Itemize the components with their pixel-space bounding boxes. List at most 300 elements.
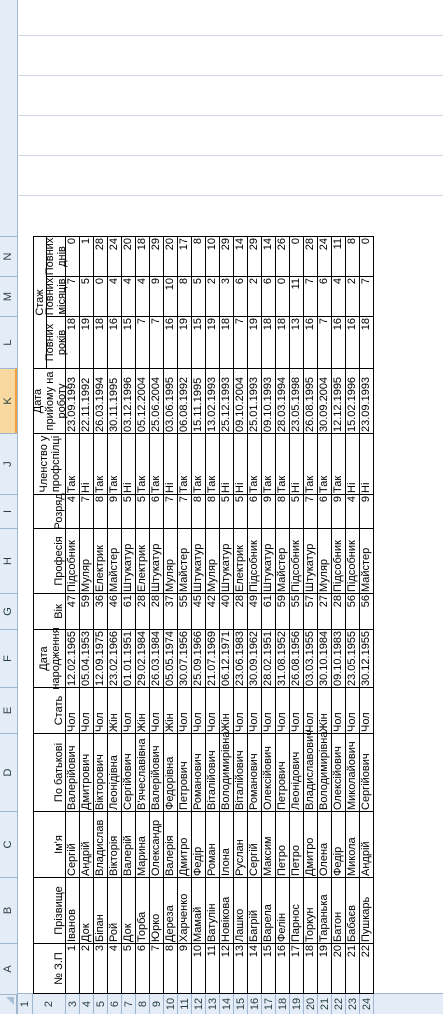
- table-cell: 23.05.1955: [346, 630, 358, 686]
- table-cell: Олексійович: [262, 733, 276, 811]
- table-cell: 8: [192, 236, 206, 276]
- table-cell: Жін: [136, 687, 150, 733]
- column-header-g[interactable]: G: [0, 593, 17, 629]
- table-cell: Ватулін: [206, 877, 220, 943]
- table-cell: 19: [178, 316, 192, 368]
- table-cell: 18: [360, 316, 374, 368]
- table-cell: Дереза: [164, 877, 178, 943]
- table-cell: Жін: [318, 687, 332, 733]
- row-header-18[interactable]: 18: [276, 994, 290, 1014]
- table-cell: Дмитро: [178, 811, 192, 877]
- table-cell: 25.06.2004: [150, 368, 164, 433]
- table-cell: 12.02.1965: [66, 630, 78, 686]
- column-header-i[interactable]: I: [0, 494, 17, 528]
- table-cell: Так: [332, 433, 346, 494]
- row-header-17[interactable]: 17: [262, 994, 276, 1014]
- table-cell: Штукатур: [150, 528, 164, 593]
- table-cell: Рой: [108, 877, 122, 943]
- table-cell: Електрик: [94, 528, 108, 593]
- row-header-3[interactable]: 3: [66, 994, 80, 1014]
- table-cell: 10: [206, 236, 220, 276]
- table-cell: 7: [360, 276, 374, 316]
- row-header-19[interactable]: 19: [290, 994, 304, 1014]
- table-cell: 2: [80, 943, 94, 994]
- table-cell: Майстер: [360, 528, 374, 593]
- table-cell: 16: [276, 943, 290, 994]
- table-cell: Петрович: [178, 733, 192, 811]
- table-cell: 6: [318, 276, 332, 316]
- table-cell: 59: [80, 593, 94, 629]
- column-header-d[interactable]: D: [0, 733, 17, 811]
- column-header-m[interactable]: M: [0, 276, 17, 316]
- column-header-l[interactable]: L: [0, 316, 17, 368]
- table-cell: 56: [346, 593, 360, 629]
- row-header-15[interactable]: 15: [234, 994, 248, 1014]
- column-header-n[interactable]: N: [0, 236, 17, 276]
- table-cell: 55: [290, 593, 304, 629]
- table-cell: Муляр: [80, 528, 94, 593]
- table-cell: 5: [290, 494, 304, 528]
- table-cell: 15: [262, 943, 276, 994]
- table-cell: Док: [122, 877, 136, 943]
- row-header-8[interactable]: 8: [136, 994, 150, 1014]
- table-cell: 45: [192, 593, 206, 629]
- table-cell: Чол: [346, 687, 360, 733]
- column-header-f[interactable]: F: [0, 629, 17, 687]
- table-cell: 29: [220, 236, 234, 276]
- column-header-e[interactable]: E: [0, 687, 17, 733]
- table-cell: Ні: [234, 433, 248, 494]
- table-cell: Так: [108, 433, 122, 494]
- table-cell: Олександр: [150, 811, 164, 877]
- table-cell: Мамай: [192, 877, 206, 943]
- table-cell: 28: [332, 593, 346, 629]
- table-cell: Іванов: [66, 877, 80, 943]
- table-cell: Чол: [262, 687, 276, 733]
- table-cell: 22.11.1992: [80, 368, 94, 433]
- table-cell: Багрій: [248, 877, 262, 943]
- table-cell: 0: [290, 236, 304, 276]
- table-cell: Чол: [234, 687, 248, 733]
- table-cell: 23.09.1993: [66, 368, 80, 433]
- row-header-14[interactable]: 14: [220, 994, 234, 1014]
- table-cell: 4: [66, 494, 80, 528]
- row-header-20[interactable]: 20: [304, 994, 318, 1014]
- table-cell: 26.08.1956: [290, 630, 302, 686]
- table-cell: 56: [360, 593, 374, 629]
- table-cell: Біпан: [94, 877, 108, 943]
- table-cell: 7: [150, 943, 164, 994]
- table-cell: Олексійович: [332, 733, 346, 811]
- table-cell: 20: [332, 943, 346, 994]
- header-days: Повних днів: [44, 237, 68, 276]
- table-cell: 30.09.1962: [248, 630, 260, 686]
- table-cell: 0: [66, 236, 80, 276]
- table-cell: Лашко: [234, 877, 248, 943]
- table-cell: 15.02.1996: [346, 368, 360, 433]
- table-cell: 18: [262, 316, 276, 368]
- table-cell: 46: [108, 593, 122, 629]
- table-cell: 18: [94, 316, 108, 368]
- table-cell: Петрович: [276, 733, 290, 811]
- table-cell: 21: [346, 943, 360, 994]
- table-cell: Чол: [248, 687, 262, 733]
- table-cell: 0: [94, 276, 108, 316]
- table-cell: 09.10.1993: [262, 368, 276, 433]
- table-cell: Вікторович: [94, 733, 108, 811]
- table-cell: Чол: [206, 687, 220, 733]
- table-cell: 05.12.2004: [136, 368, 150, 433]
- table-cell: 26.03.1994: [94, 368, 108, 433]
- table-cell: 7: [136, 316, 150, 368]
- table-cell: 17: [178, 236, 192, 276]
- header-rank: Розряд: [33, 494, 66, 528]
- table-cell: 7: [304, 276, 318, 316]
- table-cell: Майстер: [108, 528, 122, 593]
- header-patronymic: По батькові: [33, 733, 66, 811]
- table-cell: Муляр: [164, 528, 178, 593]
- table-cell: 15: [122, 316, 136, 368]
- table-cell: Валерія: [164, 811, 178, 877]
- table-cell: 4: [108, 276, 122, 316]
- table-cell: 03.12.1996: [122, 368, 136, 433]
- table-cell: Пушкарь: [360, 877, 374, 943]
- table-cell: 9: [178, 943, 192, 994]
- header-gender: Стать: [33, 687, 66, 733]
- table-cell: 19: [318, 943, 332, 994]
- table-cell: 1: [80, 236, 94, 276]
- table-cell: 05.04.1953: [80, 630, 92, 686]
- table-cell: Леонідович: [290, 733, 304, 811]
- table-cell: Штукатур: [192, 528, 206, 593]
- table-cell: Підсобник: [66, 528, 80, 593]
- table-cell: Штукатур: [122, 528, 136, 593]
- table-cell: 28: [234, 593, 248, 629]
- table-cell: Валерій: [122, 811, 136, 877]
- column-header-b[interactable]: B: [0, 877, 17, 943]
- header-age: Вік: [33, 593, 66, 629]
- table-cell: 31.08.1952: [276, 630, 288, 686]
- table-cell: Федорівна: [164, 733, 178, 811]
- header-years: Повних років: [47, 316, 66, 368]
- table-cell: Так: [318, 433, 332, 494]
- table-cell: 10: [164, 276, 178, 316]
- table-cell: Жін: [220, 687, 234, 733]
- table-cell: 23.02.1966: [108, 630, 120, 686]
- table-cell: Андрій: [360, 811, 374, 877]
- table-cell: 15.11.1995: [192, 368, 206, 433]
- table-cell: 12: [220, 943, 234, 994]
- table-cell: 7: [318, 316, 332, 368]
- table-cell: 18: [136, 236, 150, 276]
- table-cell: Чол: [66, 687, 80, 733]
- table-cell: Підсобник: [346, 528, 360, 593]
- grid-line: [17, 155, 443, 156]
- table-cell: 14: [234, 236, 248, 276]
- table-cell: 13.02.1993: [206, 368, 220, 433]
- table-cell: Ні: [164, 433, 178, 494]
- table-cell: 8: [178, 276, 192, 316]
- table-cell: Чол: [332, 687, 346, 733]
- table-cell: 8: [164, 943, 178, 994]
- table-cell: 06.12.1971: [220, 630, 232, 686]
- table-cell: 25.12.1993: [220, 368, 234, 433]
- table-cell: 18: [66, 316, 80, 368]
- table-cell: 4: [346, 494, 360, 528]
- table-cell: Марина: [136, 811, 150, 877]
- table-cell: Підсобник: [248, 528, 262, 593]
- table-cell: 5: [80, 276, 94, 316]
- table-cell: 23.05.1998: [290, 368, 304, 433]
- table-cell: Парнос: [290, 877, 304, 943]
- column-header-h[interactable]: H: [0, 528, 17, 593]
- table-cell: 3: [220, 276, 234, 316]
- table-cell: 5: [122, 494, 136, 528]
- row-header-24[interactable]: 24: [360, 994, 374, 1014]
- table-cell: Чол: [122, 687, 136, 733]
- table-cell: 2: [206, 276, 220, 316]
- table-cell: Чол: [360, 687, 374, 733]
- select-all-icon: [6, 997, 14, 1005]
- table-cell: 40: [220, 593, 234, 629]
- table-cell: Штукатур: [220, 528, 234, 593]
- table-cell: Микола: [346, 811, 360, 877]
- table-cell: 9: [150, 276, 164, 316]
- table-cell: 28: [94, 236, 108, 276]
- header-hire: Дата прийому на роботу: [33, 368, 66, 433]
- table-cell: 12.09.1975: [94, 630, 106, 686]
- table-cell: 7: [66, 276, 80, 316]
- table-cell: 13: [234, 943, 248, 994]
- table-cell: 28.03.1994: [276, 368, 290, 433]
- table-cell: 28: [150, 593, 164, 629]
- table-cell: Валерійович: [150, 733, 164, 811]
- table-cell: Торба: [136, 877, 150, 943]
- table-cell: Харченко: [178, 877, 192, 943]
- column-header-k[interactable]: K: [0, 368, 17, 433]
- table-cell: 4: [108, 943, 122, 994]
- table-cell: Так: [66, 433, 80, 494]
- table-cell: Жін: [164, 687, 178, 733]
- table-cell: 9: [262, 494, 276, 528]
- table-cell: 03.06.1995: [164, 368, 178, 433]
- table-cell: Чол: [94, 687, 108, 733]
- row-header-13[interactable]: 13: [206, 994, 220, 1014]
- row-header-10[interactable]: 10: [164, 994, 178, 1014]
- table-cell: 5: [192, 276, 206, 316]
- table-cell: 16: [304, 316, 318, 368]
- table-cell: 06.08.1992: [178, 368, 192, 433]
- table-cell: 8: [206, 494, 220, 528]
- table-cell: Сергій: [66, 811, 80, 877]
- table-cell: Штукатур: [262, 528, 276, 593]
- table-cell: 11: [290, 276, 304, 316]
- table-cell: 59: [276, 593, 290, 629]
- table-cell: Чол: [304, 687, 318, 733]
- table-cell: Сергійович: [122, 733, 136, 811]
- table-cell: 47: [66, 593, 80, 629]
- row-header-1[interactable]: 1: [17, 994, 33, 1014]
- table-cell: 29: [150, 236, 164, 276]
- table-cell: 28: [304, 236, 318, 276]
- table-cell: Чол: [290, 687, 304, 733]
- table-cell: Електрик: [136, 528, 150, 593]
- header-name: Ім'я: [33, 811, 66, 877]
- table-cell: Так: [178, 433, 192, 494]
- table-cell: Підсобник: [332, 528, 346, 593]
- table-cell: 14: [262, 236, 276, 276]
- table-cell: 7: [164, 494, 178, 528]
- table-cell: Леонідівна: [108, 733, 122, 811]
- table-cell: Так: [276, 433, 290, 494]
- table-cell: 29: [248, 236, 262, 276]
- table-cell: 18: [276, 316, 290, 368]
- table-cell: 36: [94, 593, 108, 629]
- table-cell: Так: [192, 433, 206, 494]
- table-cell: Руслан: [234, 811, 248, 877]
- table-cell: 29.02.1984: [136, 630, 148, 686]
- column-header-c[interactable]: C: [0, 811, 17, 877]
- row-header-5[interactable]: 5: [94, 994, 108, 1014]
- table-cell: Так: [262, 433, 276, 494]
- table-cell: Так: [150, 433, 164, 494]
- table-cell: 2: [346, 276, 360, 316]
- header-surname: Прізвище: [33, 877, 66, 943]
- table-cell: 2: [248, 276, 262, 316]
- table-cell: 3: [94, 943, 108, 994]
- table-cell: 19: [206, 316, 220, 368]
- table-cell: Володимирівна: [318, 731, 330, 810]
- header-num: № З.П: [33, 943, 66, 994]
- table-cell: Майстер: [178, 528, 192, 593]
- table-cell: Віталійович: [206, 733, 220, 811]
- table-cell: 0: [276, 276, 290, 316]
- table-cell: Сергійович: [360, 733, 374, 811]
- table-cell: Так: [94, 433, 108, 494]
- row-header-21[interactable]: 21: [318, 994, 332, 1014]
- select-all-corner[interactable]: [0, 994, 17, 1014]
- table-cell: 9: [360, 494, 374, 528]
- table-cell: Чол: [276, 687, 290, 733]
- table-cell: 6: [262, 276, 276, 316]
- header-stazh: Стаж: [33, 236, 47, 368]
- table-cell: 7: [178, 494, 192, 528]
- table-cell: 57: [304, 593, 318, 629]
- table-cell: Юрко: [150, 877, 164, 943]
- table-cell: 30.07.1956: [178, 630, 190, 686]
- grid-line: [17, 75, 443, 76]
- table-cell: 28: [136, 593, 150, 629]
- table-cell: Підсобник: [290, 528, 304, 593]
- row-header-16[interactable]: 16: [248, 994, 262, 1014]
- table-cell: 55: [178, 593, 192, 629]
- table-cell: Майстер: [276, 528, 290, 593]
- table-cell: 27: [318, 593, 332, 629]
- table-cell: Так: [304, 433, 318, 494]
- column-header-j[interactable]: J: [0, 433, 17, 494]
- row-header-6[interactable]: 6: [108, 994, 122, 1014]
- table-cell: Валерійович: [66, 733, 80, 811]
- table-cell: 8: [346, 236, 360, 276]
- table-cell: 12.12.1995: [332, 368, 346, 433]
- table-cell: 24: [318, 236, 332, 276]
- table-cell: Чол: [80, 687, 94, 733]
- table-cell: 5: [220, 494, 234, 528]
- table-cell: Владиславович: [304, 729, 316, 810]
- table-cell: 14: [248, 943, 262, 994]
- table-cell: 30.09.2004: [318, 368, 332, 433]
- header-months: Повних місяців: [44, 277, 68, 316]
- table-cell: Док: [80, 877, 94, 943]
- table-cell: 6: [150, 494, 164, 528]
- table-cell: 17: [290, 943, 304, 994]
- table-cell: 11: [332, 236, 346, 276]
- table-cell: Новікова: [220, 877, 234, 943]
- table-cell: 19: [80, 316, 94, 368]
- table-cell: 05.05.1974: [164, 630, 176, 686]
- row-header-22[interactable]: 22: [332, 994, 346, 1014]
- table-cell: 4: [332, 276, 346, 316]
- table-cell: Дмитрович: [80, 733, 94, 811]
- table-cell: 7: [150, 316, 164, 368]
- table-cell: Штукатур: [304, 528, 318, 593]
- table-cell: 01.01.1951: [122, 630, 134, 686]
- table-cell: 6: [248, 494, 262, 528]
- table-cell: Владислав: [94, 811, 108, 877]
- table-cell: Чол: [178, 687, 192, 733]
- table-cell: 09.10.2004: [234, 368, 248, 433]
- table-cell: 26.03.1984: [150, 630, 162, 686]
- header-birth: Дата народження: [33, 629, 66, 687]
- column-header-a[interactable]: A: [0, 943, 17, 994]
- row-header-4[interactable]: 4: [80, 994, 94, 1014]
- table-cell: 16: [346, 316, 360, 368]
- table-cell: Максим: [262, 811, 276, 877]
- row-header-9[interactable]: 9: [150, 994, 164, 1014]
- row-header-11[interactable]: 11: [178, 994, 192, 1014]
- table-cell: Романович: [248, 733, 262, 811]
- table-cell: Так: [248, 433, 262, 494]
- table-cell: 8: [94, 494, 108, 528]
- table-cell: Дмитро: [304, 811, 318, 877]
- table-cell: Муляр: [206, 528, 220, 593]
- table-cell: 7: [304, 494, 318, 528]
- table-cell: Жін: [108, 687, 122, 733]
- table-cell: Муляр: [318, 528, 332, 593]
- table-cell: Сергій: [248, 811, 262, 877]
- row-header-7[interactable]: 7: [122, 994, 136, 1014]
- table-cell: 24: [108, 236, 122, 276]
- table-cell: Ні: [290, 433, 304, 494]
- table-cell: Чол: [150, 687, 164, 733]
- table-cell: Федір: [192, 811, 206, 877]
- table-cell: Романович: [192, 733, 206, 811]
- table-cell: 03.03.1955: [304, 630, 316, 686]
- table-cell: Роман: [206, 811, 220, 877]
- table-cell: 30.10.1984: [318, 630, 330, 686]
- table-cell: 8: [276, 494, 290, 528]
- grid-line: [17, 35, 443, 36]
- table-cell: Віталійович: [234, 733, 248, 811]
- row-header-2[interactable]: 2: [33, 994, 66, 1014]
- table-cell: 22: [360, 943, 374, 994]
- table-cell: 16: [108, 316, 122, 368]
- table-cell: 5: [136, 494, 150, 528]
- table-cell: 13: [290, 316, 304, 368]
- row-header-12[interactable]: 12: [192, 994, 206, 1014]
- row-header-23[interactable]: 23: [346, 994, 360, 1014]
- table-cell: Ні: [346, 433, 360, 494]
